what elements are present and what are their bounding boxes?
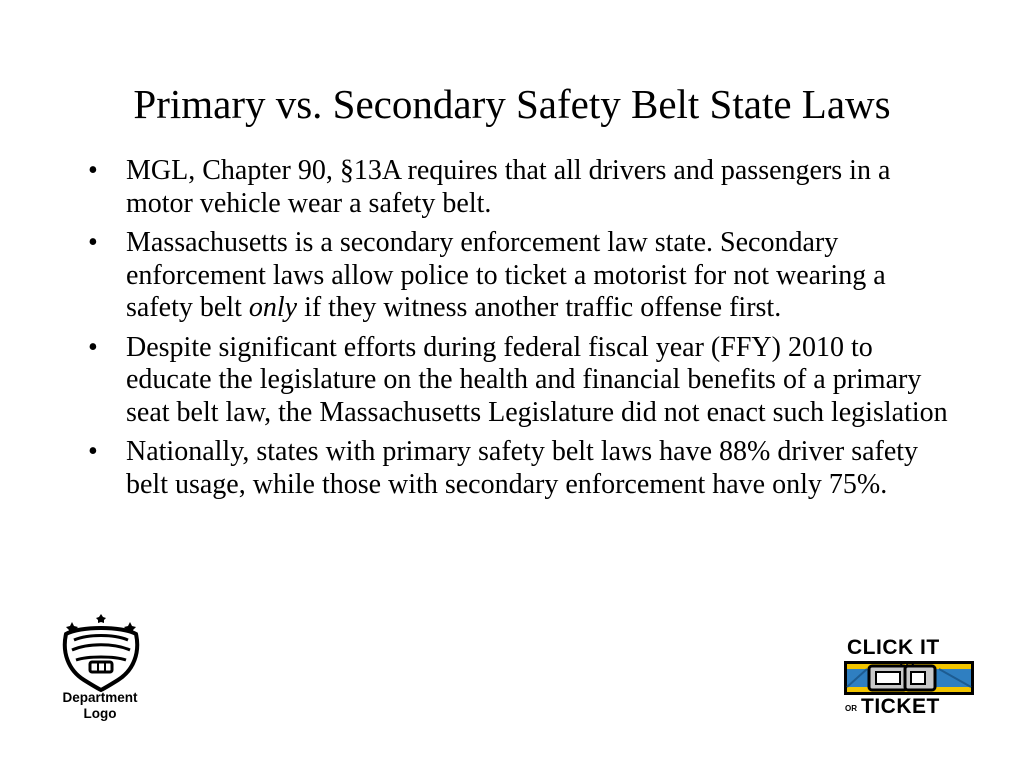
police-badge-icon: [58, 612, 144, 692]
click-it-or-ticket-logo: [843, 636, 975, 718]
bullet-text: Massachusetts is a secondary enforcement law state. Secondary enforcement laws allow police to ticket a motorist for not wearing a safety belt: [126, 227, 886, 323]
bullet-text: MGL, Chapter 90, §13A requires that all drivers and passengers in a motor vehicle wear a safety belt.: [126, 155, 891, 219]
bullet-item: [88, 227, 948, 325]
bullet-marker: •: [88, 155, 98, 186]
bullet-marker: •: [88, 331, 98, 363]
slide-title: Primary vs. Secondary Safety Belt State Laws: [133, 81, 891, 127]
ticket-text: TICKET: [861, 695, 940, 718]
bullet-item: [88, 436, 948, 501]
bullet-text: if they witness another traffic offense first.: [297, 292, 782, 323]
bullet-text: Despite significant efforts during federal fiscal year (FFY) 2010 to educate the legislature on the health and financial benefits of a primary seat belt law, the Massachusetts Legislature did not enact such legislation: [126, 331, 948, 428]
seat-belt-buckle-icon: [843, 660, 975, 696]
click-it-text: CLICK IT: [847, 636, 940, 659]
department-logo: [44, 612, 158, 730]
bullet-text: Nationally, states with primary safety belt laws have 88% driver safety belt usage, while those with secondary enforcement have only 75%.: [126, 436, 919, 500]
bullet-item: [88, 155, 948, 220]
bullet-marker: •: [88, 227, 98, 258]
or-text: OR: [845, 704, 857, 713]
bullet-item: [88, 332, 948, 430]
bullet-list: [88, 155, 948, 508]
bullet-emphasis: only: [248, 292, 298, 323]
bullet-marker: •: [88, 436, 98, 467]
department-logo-line2: Logo: [83, 706, 117, 721]
department-logo-line1: Department: [62, 690, 138, 705]
